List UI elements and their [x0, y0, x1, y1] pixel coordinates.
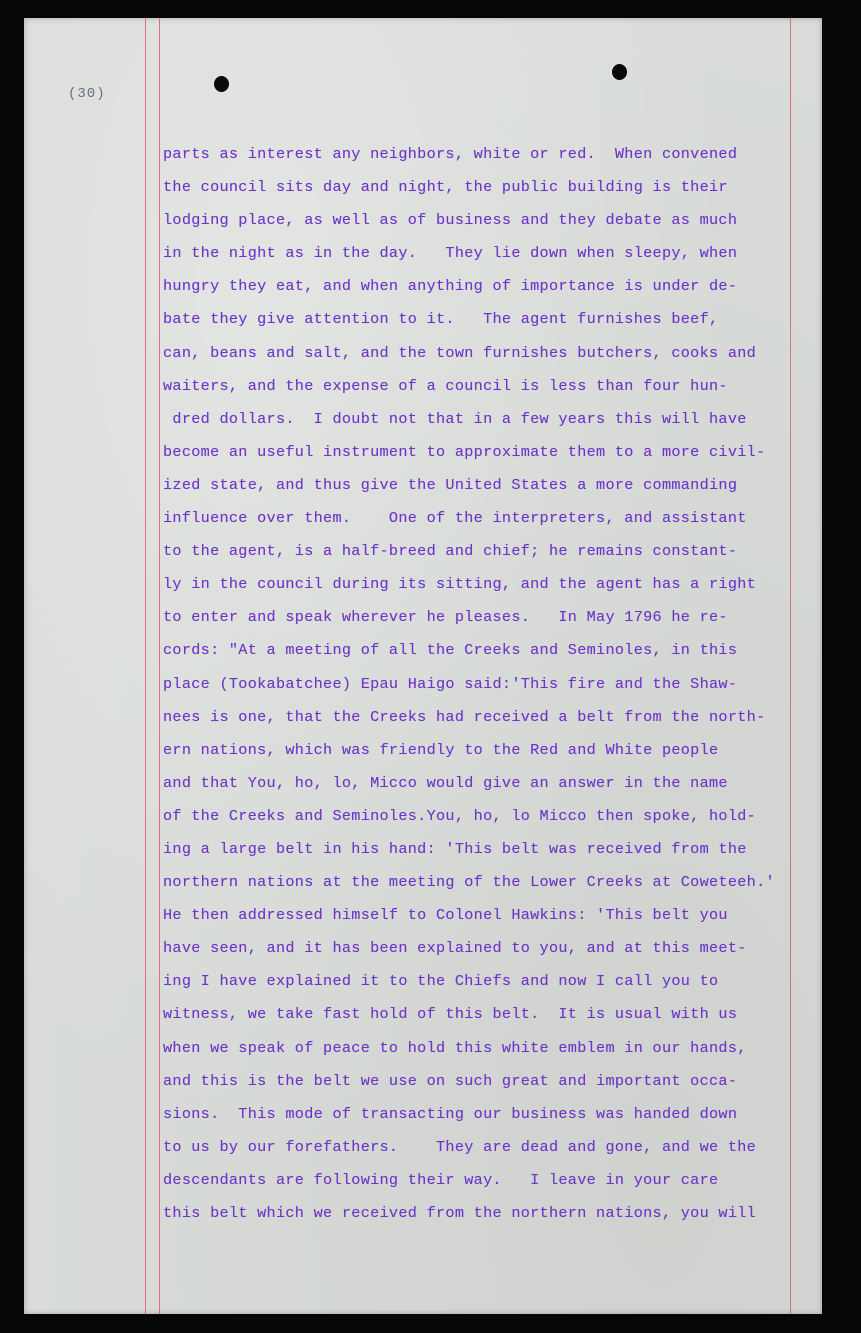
text-line: have seen, and it has been explained to you, and at this meet- [163, 939, 747, 958]
text-line: in the night as in the day. They lie down when sleepy, when [163, 244, 738, 263]
punch-hole-right [612, 64, 627, 80]
text-line: to us by our forefathers. They are dead and gone, and we the [163, 1137, 757, 1156]
text-line: witness, we take fast hold of this belt. It is usual with us [163, 1005, 738, 1024]
text-line: cords: "At a meeting of all the Creeks and Seminoles, in this [163, 641, 738, 660]
text-line: sions. This mode of transacting our business was handed down [163, 1104, 738, 1123]
text-line: and this is the belt we use on such great and important occa- [163, 1071, 738, 1090]
text-line: influence over them. One of the interpreters, and assistant [163, 509, 747, 528]
text-line: become an useful instrument to approximate them to a more civil- [163, 442, 766, 461]
text-line: parts as interest any neighbors, white or red. When convened [163, 145, 738, 163]
text-line: ing I have explained it to the Chiefs and now I call you to [163, 972, 719, 991]
left-margin-rule-inner [159, 18, 160, 1314]
text-line: northern nations at the meeting of the Lower Creeks at Coweteeh.' [163, 873, 775, 892]
text-line: descendants are following their way. I leave in your care [163, 1170, 719, 1189]
text-line: ing a large belt in his hand: 'This belt was received from the [163, 839, 747, 858]
text-line: ly in the council during its sitting, and the agent has a right [163, 575, 757, 594]
text-line: the council sits day and night, the public building is their [163, 178, 728, 197]
text-line: bate they give attention to it. The agent furnishes beef, [163, 310, 719, 329]
text-line: ized state, and thus give the United States a more commanding [163, 475, 738, 494]
text-line: to the agent, is a half-breed and chief; he remains constant- [163, 542, 738, 561]
typewritten-page [24, 18, 822, 1314]
text-line: of the Creeks and Seminoles.You, ho, lo Micco then spoke, hold- [163, 806, 757, 825]
text-line: ern nations, which was friendly to the Red and White people [163, 740, 719, 759]
text-line: and that You, ho, lo, Micco would give an answer in the name [163, 773, 728, 792]
text-line: He then addressed himself to Colonel Hawkins: 'This belt you [163, 906, 728, 925]
text-line: dred dollars. I doubt not that in a few years this will have [163, 409, 747, 428]
text-line: this belt which we received from the northern nations, you will [163, 1204, 757, 1222]
body-text [163, 138, 813, 1230]
left-margin-rule [145, 18, 146, 1314]
punch-hole-left [214, 76, 229, 92]
text-line: can, beans and salt, and the town furnishes butchers, cooks and [163, 343, 757, 362]
page-number: (30) [68, 86, 106, 102]
text-line: when we speak of peace to hold this white emblem in our hands, [163, 1038, 747, 1057]
text-line: lodging place, as well as of business and they debate as much [163, 211, 738, 230]
text-line: to enter and speak wherever he pleases. In May 1796 he re- [163, 608, 728, 627]
text-line: nees is one, that the Creeks had received a belt from the north- [163, 707, 766, 726]
text-line: place (Tookabatchee) Epau Haigo said:'This fire and the Shaw- [163, 674, 738, 693]
text-line: hungry they eat, and when anything of importance is under de- [163, 277, 738, 296]
text-line: waiters, and the expense of a council is less than four hun- [163, 376, 728, 395]
